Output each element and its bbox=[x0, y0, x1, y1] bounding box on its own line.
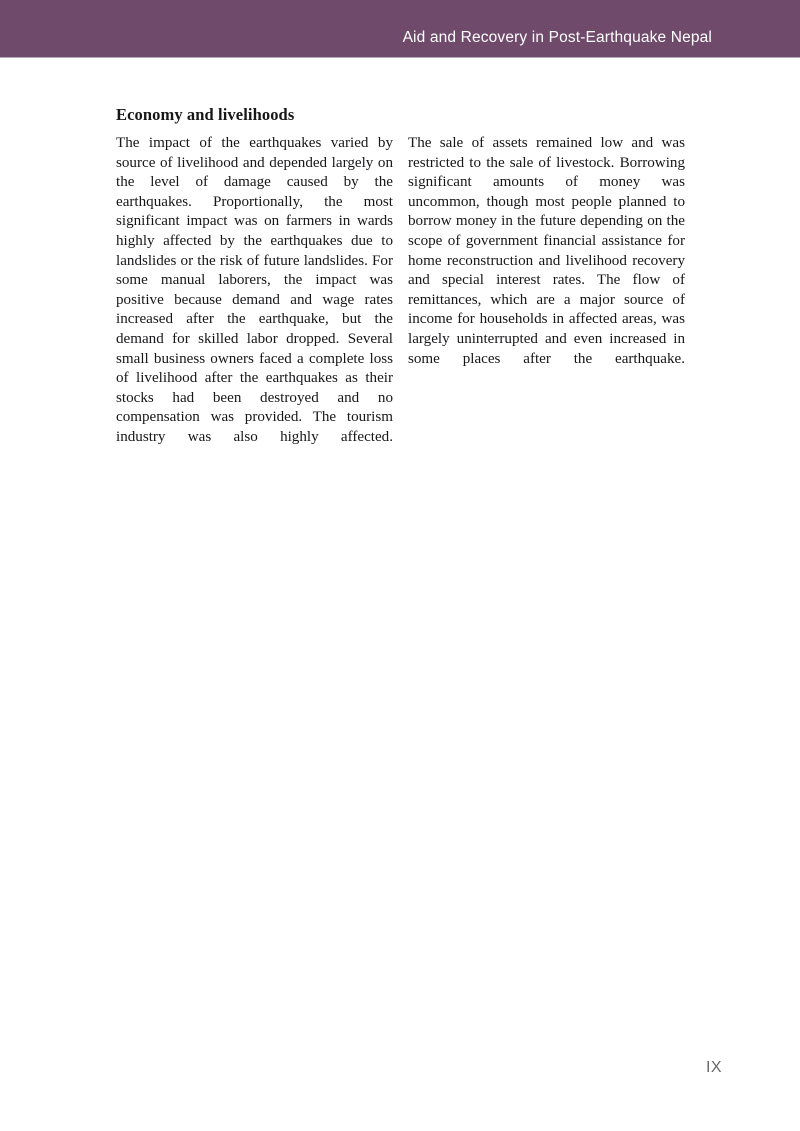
body-column-left bbox=[116, 134, 393, 467]
page-content bbox=[116, 105, 686, 467]
body-column-right bbox=[408, 134, 685, 389]
body-paragraph: The sale of assets remained low and was restricted to the sale of livestock. Borrowing significant amounts of money was uncommon, though most people planned to borrow money in the future depending on the scope of government financial assistance for home reconstruction and livelihood recovery and special interest rates. The flow of remittances, which are a major source of income for households in affected areas, was largely uninterrupted and even increased in some places after the earthquake. bbox=[408, 135, 685, 367]
running-header-band-edge bbox=[0, 57, 800, 58]
two-column-body bbox=[116, 134, 686, 467]
body-paragraph: The impact of the earthquakes varied by source of livelihood and depended largely on the level of damage caused by the earthquakes. Proportionally, the most significant impact was on farmers in wards highly affected by the earthquakes due to landslides or the risk of future landslides. For some manual laborers, the impact was positive because demand and wage rates increased after the earthquake, but the demand for skilled labor dropped. Several small business owners faced a complete loss of livelihood after the earthquakes as their stocks had been destroyed and no compensation was provided. The tourism industry was also highly affected. bbox=[116, 135, 393, 445]
running-header-title: Aid and Recovery in Post-Earthquake Nepal bbox=[402, 29, 712, 46]
section-heading: Economy and livelihoods bbox=[116, 105, 295, 124]
page-number-folio: IX bbox=[706, 1059, 722, 1076]
